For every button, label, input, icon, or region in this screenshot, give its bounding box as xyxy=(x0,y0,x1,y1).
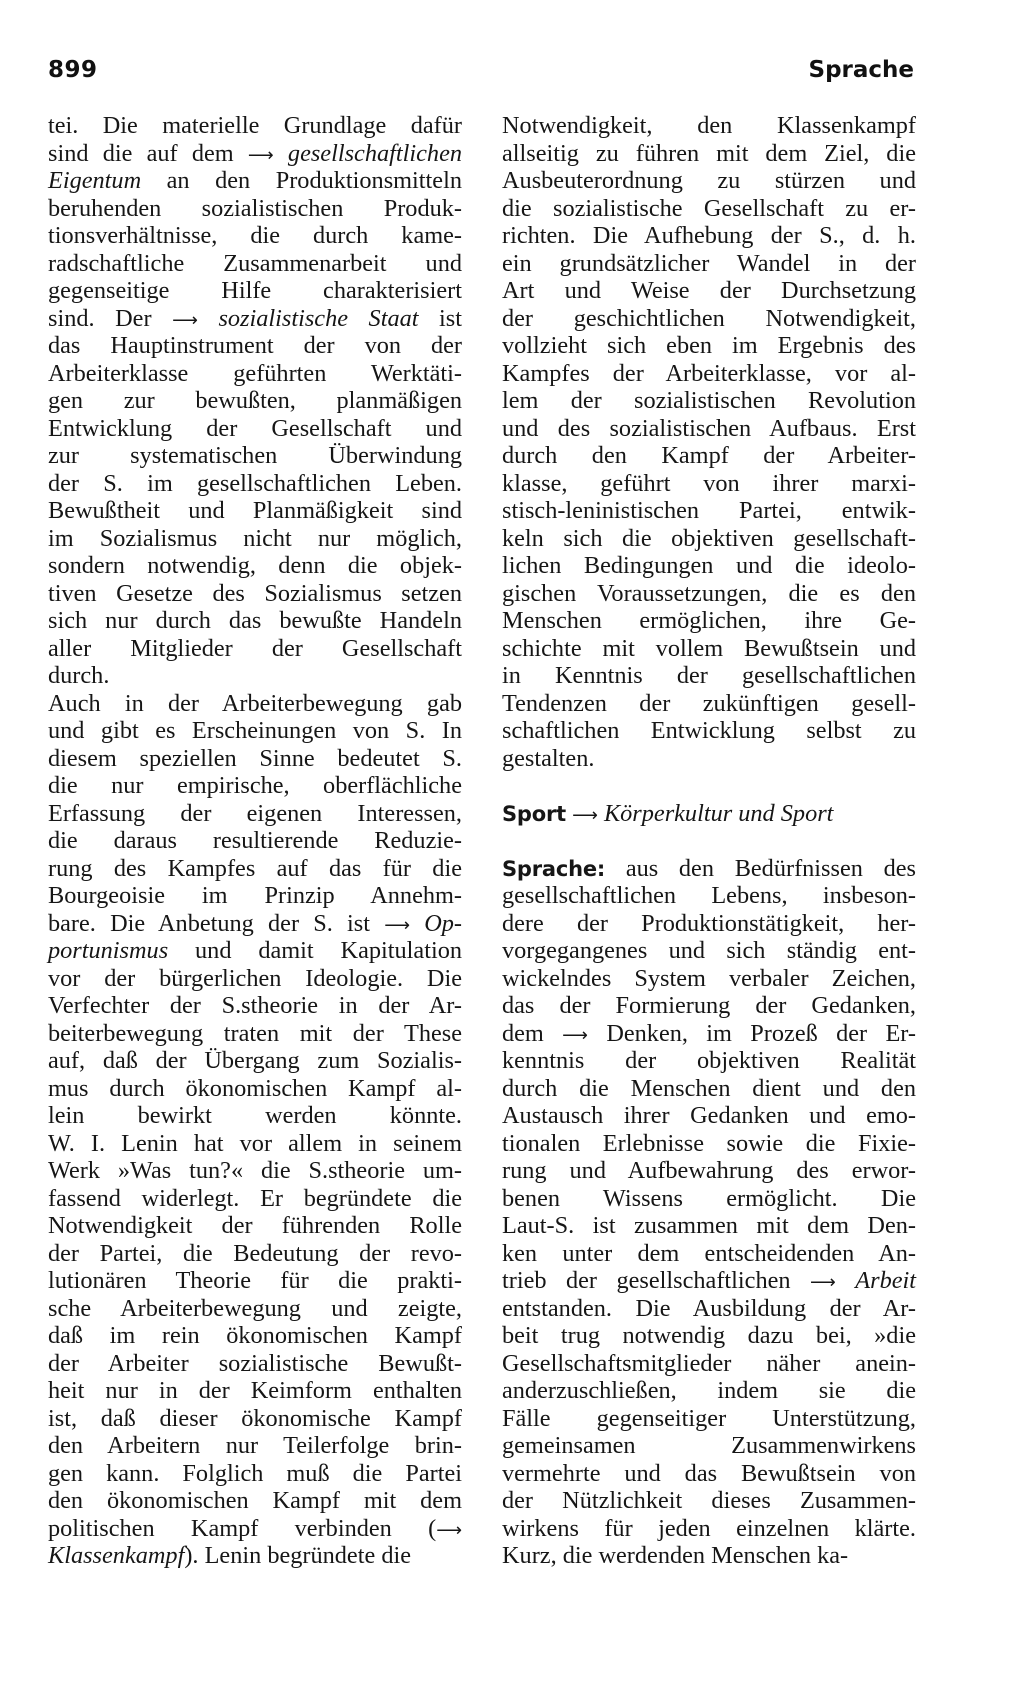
text-line: der Nützlichkeit dieses Zusammen- xyxy=(502,1487,916,1514)
text-line: diesem speziellen Sinne bedeutet S. xyxy=(48,744,462,772)
right-column xyxy=(502,112,916,1570)
text-line: schaftlichen Entwicklung selbst zu xyxy=(502,717,916,744)
text-line: Notwendigkeit, den Klassenkampf xyxy=(502,112,916,139)
text-line: Arbeiterklasse geführten Werktäti- xyxy=(48,359,462,387)
text-line: benen Wissens ermöglicht. Die xyxy=(502,1184,916,1212)
text-line: der Arbeiter sozialistische Bewußt- xyxy=(48,1349,462,1377)
text-line: Ausbeuterordnung zu stürzen und xyxy=(502,167,916,194)
text-line: sich nur durch das bewußte Handeln xyxy=(48,607,462,634)
sprache-entry-text xyxy=(502,882,916,1570)
text-line: entstanden. Die Ausbildung der Ar- xyxy=(502,1294,916,1322)
text-line: gen kann. Folglich muß die Partei xyxy=(48,1459,462,1487)
text-line: schichte mit vollem Bewußtsein und xyxy=(502,634,916,662)
sport-reference[interactable]: Körperkultur und Sport xyxy=(603,799,834,827)
entry-gap xyxy=(502,772,916,800)
text-line: den Arbeitern nur Teilerfolge brin- xyxy=(48,1432,462,1459)
sport-entry xyxy=(502,800,916,828)
text-line: wirkens für jeden einzelnen klärte. xyxy=(502,1514,916,1542)
text-line: das Hauptinstrument der von der xyxy=(48,332,462,359)
text-line: tionsverhältnisse, die durch kame- xyxy=(48,222,462,249)
text-line: Fälle gegenseitiger Unterstützung, xyxy=(502,1404,916,1432)
cross-reference-arrow-icon: ⟶ xyxy=(384,914,410,936)
text-line: heit nur in der Keimform enthalten xyxy=(48,1377,462,1404)
text-line: tei. Die materielle Grundlage dafür xyxy=(48,112,462,139)
text-line: vorgegangenes und sich ständig ent- xyxy=(502,937,916,964)
text-line: Kurz, die werdenden Menschen ka- xyxy=(502,1542,849,1569)
text-line: gestalten. xyxy=(502,744,595,772)
text-line: Verfechter der S.stheorie in der Ar- xyxy=(48,992,462,1019)
text-line: die daraus resultierende Reduzie- xyxy=(48,827,462,854)
text-line: portunismus und damit Kapitulation xyxy=(48,937,462,964)
text-line: Werk »Was tun?« die S.stheorie um- xyxy=(48,1157,462,1184)
text-line: wickelndes System verbaler Zeichen, xyxy=(502,964,916,992)
text-line: Klassenkampf). Lenin begründete die xyxy=(48,1542,412,1569)
text-line: daß im rein ökonomischen Kampf xyxy=(48,1322,462,1349)
text-line: stisch-leninistischen Partei, entwik- xyxy=(502,497,916,524)
text-line: Eigentum an den Produktionsmitteln xyxy=(48,167,462,194)
text-line: tiven Gesetze des Sozialismus setzen xyxy=(48,579,462,607)
text-line: im Sozialismus nicht nur möglich, xyxy=(48,524,462,552)
cross-reference-arrow-icon: ⟶ xyxy=(172,309,198,331)
text-line: Entwicklung der Gesellschaft und xyxy=(48,414,462,442)
text-line: Auch in der Arbeiterbewegung gab xyxy=(48,689,462,717)
text-line: durch die Menschen dient und den xyxy=(502,1074,916,1102)
text-line: vermehrte und das Bewußtsein von xyxy=(502,1459,916,1487)
text-line: lem der sozialistischen Revolution xyxy=(502,387,916,414)
text-line: sind. Der ⟶ sozialistische Staat ist xyxy=(48,304,463,332)
text-line: der geschichtlichen Notwendigkeit, xyxy=(502,304,916,332)
text-line: kenntnis der objektiven Realität xyxy=(502,1047,916,1074)
text-line: durch. xyxy=(48,662,110,689)
text-line: Laut-S. ist zusammen mit dem Den- xyxy=(502,1212,916,1239)
sprache-first-line-text: aus den Bedürfnissen des xyxy=(605,854,916,882)
text-line: gegenseitige Hilfe charakterisiert xyxy=(48,277,462,304)
text-line: gesellschaftlichen Lebens, insbeson- xyxy=(502,882,916,909)
text-line: klasse, geführt von ihrer marxi- xyxy=(502,469,916,497)
text-line: Gesellschaftsmitglieder näher anein- xyxy=(502,1349,916,1377)
text-line: anderzuschließen, indem sie die xyxy=(502,1377,916,1404)
text-line: gemeinsamen Zusammenwirkens xyxy=(502,1432,916,1459)
text-line: ein grundsätzlicher Wandel in der xyxy=(502,249,916,277)
text-line: keln sich die objektiven gesellschaft- xyxy=(502,524,916,552)
text-line: der Partei, die Bedeutung der revo- xyxy=(48,1239,462,1267)
continuation-text xyxy=(502,112,916,772)
entry-gap xyxy=(502,827,916,855)
text-line: rung und Aufbewahrung des erwor- xyxy=(502,1157,916,1184)
text-line: das der Formierung der Gedanken, xyxy=(502,992,916,1019)
text-line: dere der Produktionstätigkeit, her- xyxy=(502,909,916,937)
sprache-headword: Sprache: xyxy=(502,856,606,881)
text-line: allseitig zu führen mit dem Ziel, die xyxy=(502,139,916,167)
text-line: Austausch ihrer Gedanken und emo- xyxy=(502,1102,916,1129)
text-line: fassend widerlegt. Er begründete die xyxy=(48,1184,462,1212)
text-line: Art und Weise der Durchsetzung xyxy=(502,277,916,304)
left-column xyxy=(48,112,462,1570)
text-line: sondern notwendig, denn die objek- xyxy=(48,552,462,579)
text-line: vollzieht sich eben im Ergebnis des xyxy=(502,332,916,359)
text-line: ist, daß dieser ökonomische Kampf xyxy=(48,1404,462,1432)
text-line: Kampfes der Arbeiterklasse, vor al- xyxy=(502,359,916,387)
text-line: Tendenzen der zukünftigen gesell- xyxy=(502,689,916,717)
text-line: beiterbewegung traten mit der These xyxy=(48,1019,462,1047)
text-line: rung des Kampfes auf das für die xyxy=(48,854,462,882)
text-line: mus durch ökonomischen Kampf al- xyxy=(48,1074,462,1102)
text-line: bare. Die Anbetung der S. ist ⟶ Op- xyxy=(48,909,462,937)
text-line: gen zur bewußten, planmäßigen xyxy=(48,387,462,414)
text-line: aller Mitglieder der Gesellschaft xyxy=(48,634,462,662)
cross-reference-arrow-icon: ⟶ xyxy=(562,1024,588,1046)
text-line: durch den Kampf der Arbeiter- xyxy=(502,442,916,469)
text-line: Bourgeoisie im Prinzip Annehm- xyxy=(48,882,462,909)
text-line: auf, daß der Übergang zum Sozialis- xyxy=(48,1047,462,1074)
text-line: sind die auf dem ⟶ gesellschaftlichen xyxy=(48,139,462,167)
text-line: die sozialistische Gesellschaft zu er- xyxy=(502,194,916,222)
cross-reference-arrow-icon: ⟶ xyxy=(572,804,598,826)
text-line: vor der bürgerlichen Ideologie. Die xyxy=(48,964,462,992)
text-line: lein bewirkt werden könnte. xyxy=(48,1102,462,1129)
text-line: sche Arbeiterbewegung und zeigte, xyxy=(48,1294,462,1322)
text-line: die nur empirische, oberflächliche xyxy=(48,772,462,799)
text-line: beruhenden sozialistischen Produk- xyxy=(48,194,462,222)
text-line: politischen Kampf verbinden (⟶ xyxy=(48,1514,462,1542)
cross-reference-arrow-icon: ⟶ xyxy=(247,144,274,166)
sprache-entry-first-line xyxy=(502,855,916,883)
text-line: den ökonomischen Kampf mit dem xyxy=(48,1487,462,1514)
text-line: Erfassung der eigenen Interessen, xyxy=(48,799,462,827)
text-line: zur systematischen Überwindung xyxy=(48,442,462,469)
page-number: 899 xyxy=(48,57,98,83)
text-line: der S. im gesellschaftlichen Leben. xyxy=(48,469,462,497)
text-line: und des sozialistischen Aufbaus. Erst xyxy=(502,414,916,442)
text-line: lutionären Theorie für die prakti- xyxy=(48,1267,462,1294)
text-line: radschaftliche Zusammenarbeit und xyxy=(48,249,462,277)
text-line: ken unter dem entscheidenden An- xyxy=(502,1239,916,1267)
text-line: W. I. Lenin hat vor allem in seinem xyxy=(48,1129,462,1157)
cross-reference-arrow-icon: ⟶ xyxy=(809,1272,836,1293)
text-line: richten. Die Aufhebung der S., d. h. xyxy=(502,222,916,249)
text-line: Menschen ermöglichen, ihre Ge- xyxy=(502,607,916,634)
sport-headword: Sport xyxy=(502,801,566,826)
text-line: tionalen Erlebnisse sowie die Fixie- xyxy=(502,1129,916,1157)
text-line: in Kenntnis der gesellschaftlichen xyxy=(502,662,916,689)
cross-reference-arrow-icon: ⟶ xyxy=(436,1519,462,1541)
text-line: dem ⟶ Denken, im Prozeß der Er- xyxy=(502,1019,916,1047)
text-line: und gibt es Erscheinungen von S. In xyxy=(48,717,462,744)
text-line: trieb der gesellschaftlichen ⟶ Arbeit xyxy=(502,1267,916,1294)
text-line: gischen Voraussetzungen, die es den xyxy=(502,579,916,607)
text-line: Bewußtheit und Planmäßigkeit sind xyxy=(48,497,462,524)
text-line: beit trug notwendig dazu bei, »die xyxy=(502,1322,916,1349)
running-head: Sprache xyxy=(808,57,914,83)
text-line: lichen Bedingungen und die ideolo- xyxy=(502,552,916,579)
text-line: Notwendigkeit der führenden Rolle xyxy=(48,1212,462,1239)
